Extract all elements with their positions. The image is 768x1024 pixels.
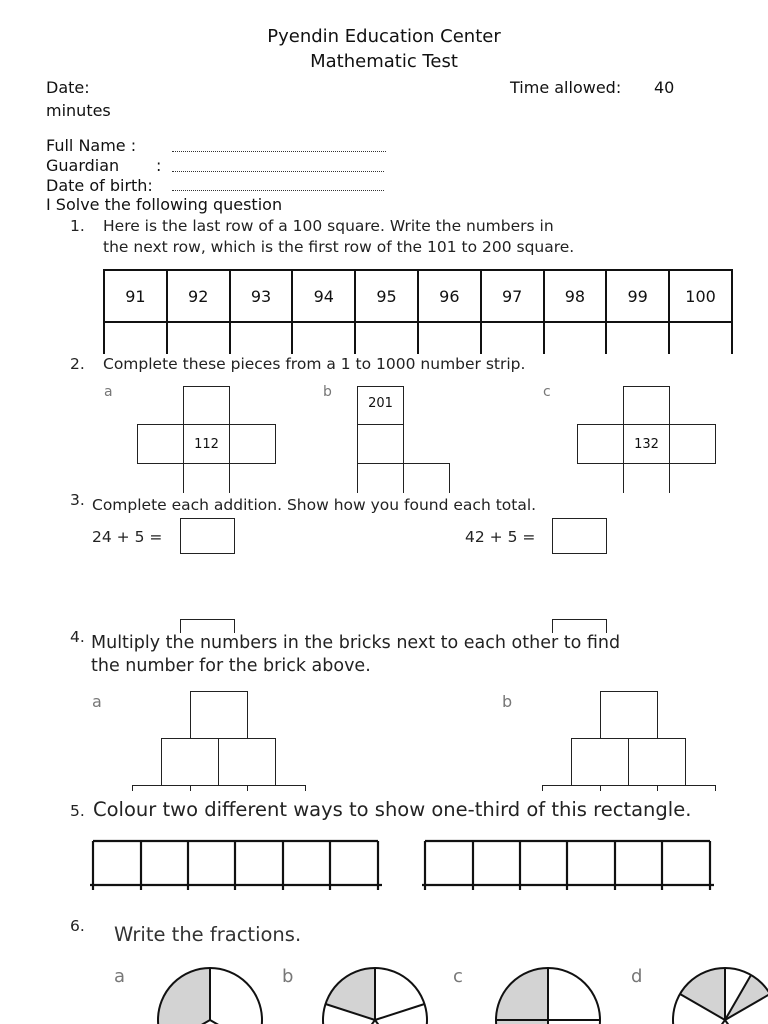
q1-number: 1.	[70, 217, 85, 235]
q1-cell-97: 97	[481, 270, 544, 322]
q1-answer-cell[interactable]	[355, 322, 418, 354]
q4b-brick-top[interactable]	[600, 691, 658, 739]
q2a-cell-right[interactable]	[229, 424, 276, 464]
q6d-label: d	[631, 966, 643, 987]
q4a-base-tick-4	[305, 785, 306, 791]
q6c-label: c	[453, 966, 463, 987]
q5-number: 5.	[70, 802, 85, 820]
q4a-brick-mid-right[interactable]	[218, 738, 276, 786]
q1-answer-cell[interactable]	[669, 322, 732, 354]
q3-answer-box-2[interactable]	[552, 518, 607, 554]
q4a-brick-mid-left[interactable]	[161, 738, 219, 786]
q1-text-line1: Here is the last row of a 100 square. Write the numbers in	[103, 217, 554, 235]
guardian-field[interactable]	[172, 171, 384, 172]
q1-answer-cell[interactable]	[292, 322, 355, 354]
q1-answer-cell[interactable]	[544, 322, 607, 354]
q4b-brick-base	[542, 785, 716, 792]
q2-text: Complete these pieces from a 1 to 1000 number strip.	[103, 355, 526, 373]
test-title: Mathematic Test	[310, 51, 458, 72]
q6a-circle	[150, 960, 270, 1024]
date-label: Date:	[46, 78, 90, 97]
q1-answer-cell[interactable]	[230, 322, 293, 354]
q4-text-line2: the number for the brick above.	[91, 656, 371, 676]
q4-text-line1: Multiply the numbers in the bricks next to each other to find	[91, 633, 621, 653]
time-allowed-value: 40	[654, 78, 675, 97]
q4b-label: b	[502, 692, 513, 711]
q2a-cell-center: 112	[183, 424, 230, 464]
full-name-field[interactable]	[172, 151, 386, 152]
q5-text: Colour two different ways to show one-third of this rectangle.	[93, 798, 692, 821]
q1-cell-91: 91	[104, 270, 167, 322]
q1-cell-100: 100	[669, 270, 732, 322]
q4b-base-tick-2	[600, 785, 601, 791]
school-name: Pyendin Education Center	[267, 26, 501, 47]
q1-cell-92: 92	[167, 270, 230, 322]
q1-cell-93: 93	[230, 270, 293, 322]
q2c-cell-left[interactable]	[577, 424, 624, 464]
hundred-square-row	[103, 269, 733, 354]
q6a-shaded-sector	[158, 968, 210, 1024]
q6b-circle	[315, 960, 435, 1024]
q2c-label: c	[543, 384, 551, 400]
q3-equation-1: 24 + 5 =	[92, 528, 163, 546]
full-name-label: Full Name :	[46, 136, 137, 155]
q1-cell-96: 96	[418, 270, 481, 322]
q4b-brick-mid-right[interactable]	[628, 738, 686, 786]
q6c-circle	[488, 960, 608, 1024]
q2a-cell-top[interactable]	[183, 386, 230, 425]
q5-rectangle-2[interactable]	[422, 838, 714, 890]
section-heading: I Solve the following question	[46, 195, 283, 214]
q4-number: 4.	[70, 628, 85, 646]
q6d-circle	[665, 960, 768, 1024]
q3-work-box-2[interactable]	[552, 619, 607, 633]
q4a-brick-base	[132, 785, 306, 792]
q2c-cell-center: 132	[623, 424, 670, 464]
q2c-cell-right[interactable]	[669, 424, 716, 464]
q1-cell-95: 95	[355, 270, 418, 322]
q3-answer-box-1[interactable]	[180, 518, 235, 554]
q4b-base-tick-4	[715, 785, 716, 791]
q4a-brick-top[interactable]	[190, 691, 248, 739]
q2a-label: a	[104, 384, 113, 400]
q2c-cell-bottom[interactable]	[623, 463, 670, 493]
q3-work-box-1[interactable]	[180, 619, 235, 633]
q2b-cell-middle[interactable]	[357, 424, 404, 464]
dob-field[interactable]	[172, 190, 384, 191]
q5-rectangle-1[interactable]	[90, 838, 382, 890]
guardian-label: Guardian	[46, 156, 120, 175]
q3-equation-2: 42 + 5 =	[465, 528, 536, 546]
q1-answer-cell[interactable]	[418, 322, 481, 354]
q4a-label: a	[92, 692, 102, 711]
q6a-label: a	[114, 966, 126, 987]
q1-answer-cell[interactable]	[167, 322, 230, 354]
q6b-label: b	[282, 966, 294, 987]
guardian-colon: :	[156, 156, 162, 175]
q2b-cell-bottom[interactable]	[357, 463, 404, 493]
q2b-cell-top: 201	[357, 386, 404, 425]
q1-answer-cell[interactable]	[606, 322, 669, 354]
q1-text-line2: the next row, which is the first row of the 101 to 200 square.	[103, 238, 575, 256]
q3-number: 3.	[70, 491, 85, 509]
q2a-cell-left[interactable]	[137, 424, 184, 464]
q3-text: Complete each addition. Show how you found each total.	[92, 496, 537, 514]
q1-answer-cell-first	[104, 322, 167, 354]
q6d-shaded-sector-1	[680, 968, 725, 1020]
q6-text: Write the fractions.	[114, 923, 302, 946]
q1-cell-98: 98	[544, 270, 607, 322]
q2c-cell-top[interactable]	[623, 386, 670, 425]
q1-grid	[103, 269, 733, 354]
q1-cell-94: 94	[292, 270, 355, 322]
q1-answer-cell[interactable]	[481, 322, 544, 354]
q2-number: 2.	[70, 355, 85, 373]
dob-label: Date of birth:	[46, 176, 153, 195]
time-allowed-label: Time allowed:	[510, 78, 622, 97]
q6-number: 6.	[70, 917, 85, 935]
q4a-base-tick-1	[132, 785, 133, 791]
time-unit: minutes	[46, 101, 111, 120]
q4a-base-tick-3	[247, 785, 248, 791]
q4a-base-tick-2	[190, 785, 191, 791]
q4b-base-tick-3	[657, 785, 658, 791]
q4b-base-tick-1	[542, 785, 543, 791]
q2b-cell-bottom-right[interactable]	[403, 463, 450, 493]
q2a-cell-bottom[interactable]	[183, 463, 230, 493]
q4b-brick-mid-left[interactable]	[571, 738, 629, 786]
q1-cell-99: 99	[606, 270, 669, 322]
q2b-label: b	[323, 384, 332, 400]
